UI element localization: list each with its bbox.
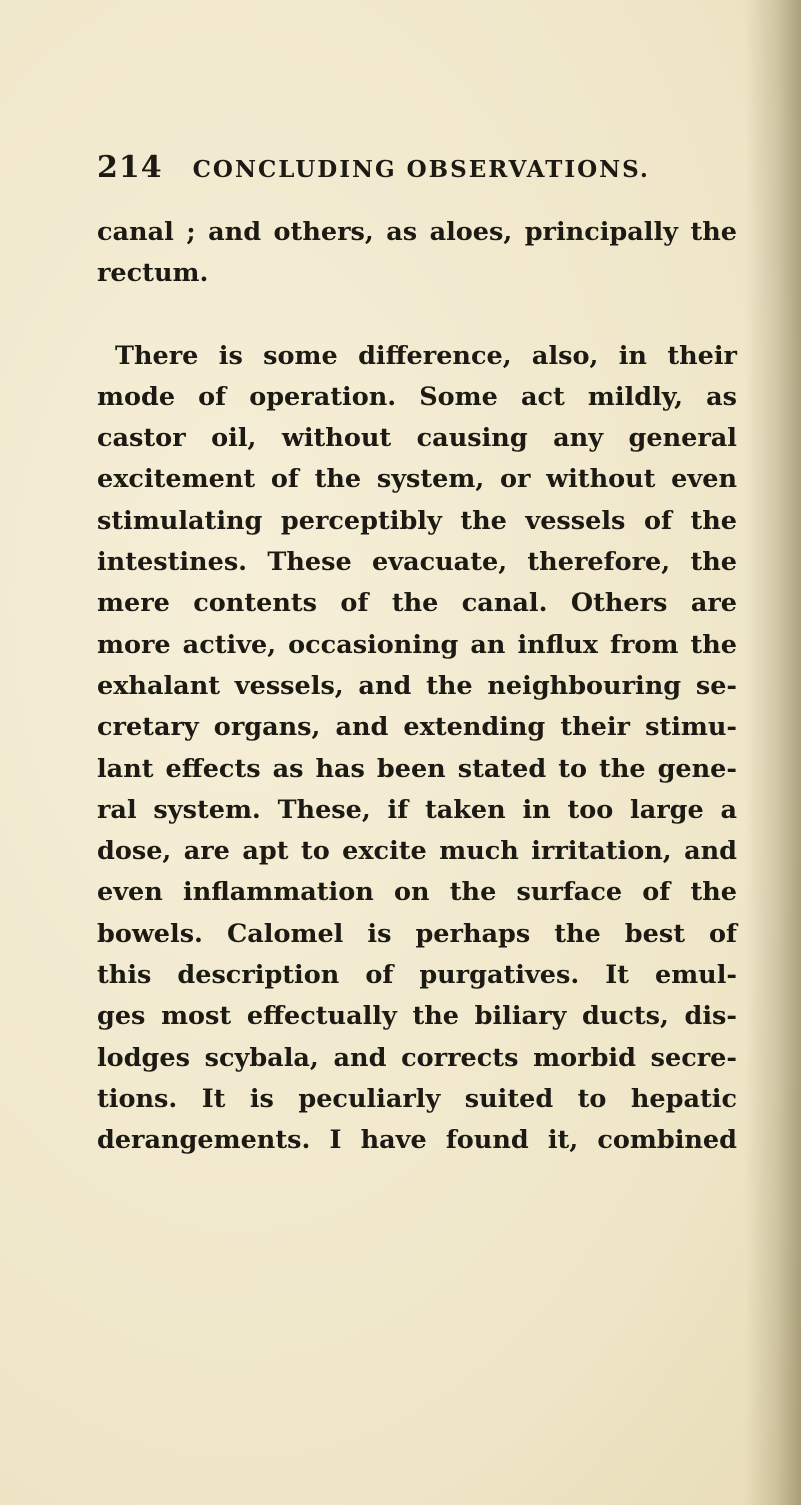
text-line: lodges scybala, and corrects morbid secre- <box>97 1042 737 1073</box>
running-head: CONCLUDING OBSERVATIONS. <box>192 156 650 183</box>
text-line: canal ; and others, as aloes, principally the <box>97 217 737 247</box>
text-line: excitement of the system, or without even <box>97 464 737 495</box>
text-line: ges most effectually the biliary ducts, dis- <box>97 1001 737 1032</box>
text-line: this description of purgatives. It emul- <box>97 960 737 991</box>
text-line: mere contents of the canal. Others are <box>97 588 737 619</box>
body-text <box>97 212 737 1162</box>
text-line: cretary organs, and extending their stimu- <box>97 712 737 743</box>
page-number: 214 <box>97 150 163 185</box>
paragraph-gap <box>97 295 737 336</box>
page-header <box>97 150 650 194</box>
text-line: dose, are apt to excite much irritation, and <box>97 836 737 867</box>
text-line: mode of operation. Some act mildly, as <box>97 381 737 412</box>
text-line: intestines. These evacuate, therefore, the <box>97 547 737 578</box>
text-line: lant effects as has been stated to the gene- <box>97 753 737 784</box>
text-line: derangements. I have found it, combined <box>97 1125 737 1156</box>
text-line: exhalant vessels, and the neighbouring se- <box>97 670 737 701</box>
text-line: castor oil, without causing any general <box>97 423 737 454</box>
text-line: rectum. <box>97 258 209 289</box>
text-line: There is some difference, also, in their <box>115 340 737 371</box>
text-line: bowels. Calomel is perhaps the best of <box>97 918 737 949</box>
paragraph-2 <box>97 336 737 1162</box>
text-line: even inflammation on the surface of the <box>97 877 737 908</box>
text-line: tions. It is peculiarly suited to hepatic <box>97 1083 737 1114</box>
text-line: ral system. These, if taken in too large a <box>97 794 737 825</box>
paragraph-1 <box>97 212 737 295</box>
text-line: more active, occasioning an influx from the <box>97 629 737 660</box>
text-line: stimulating perceptibly the vessels of the <box>97 505 737 536</box>
